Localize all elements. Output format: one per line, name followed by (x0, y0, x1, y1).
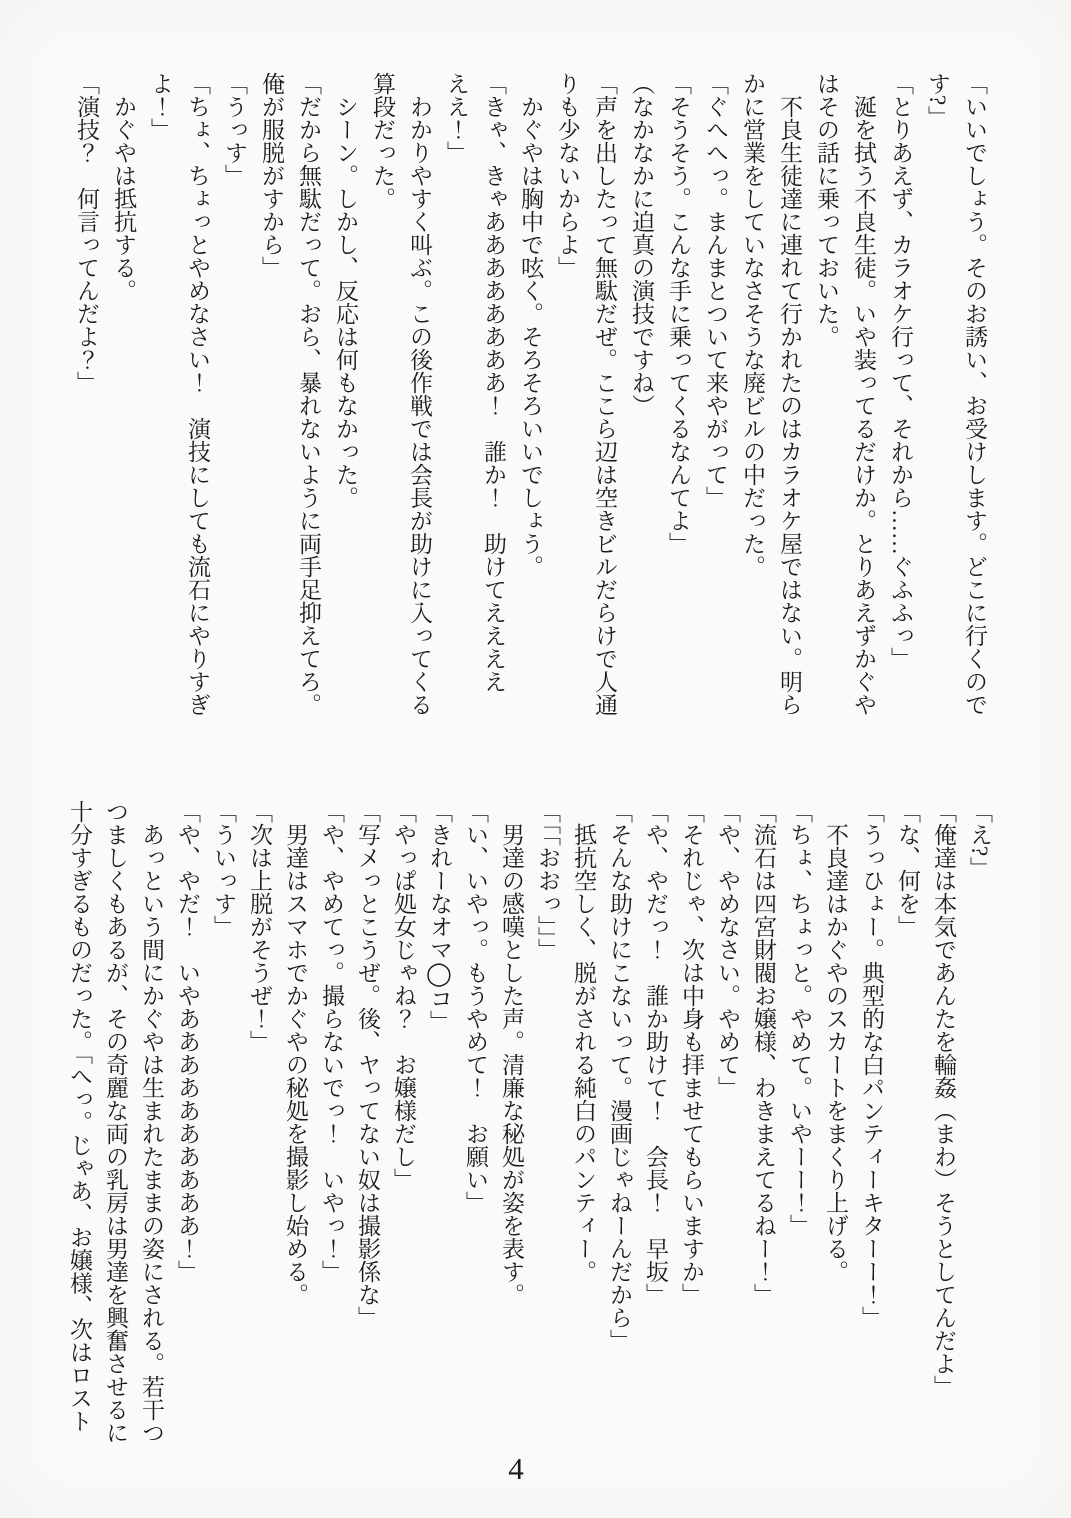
text-line: 「「「おおっ」」」 (535, 800, 560, 961)
text-line: 算段だった。 (370, 72, 395, 210)
text-line: 「とりあえず、カラオケ行って、それから……ぐふふっ」 (888, 72, 913, 670)
text-line: 「ちょ、ちょっとやめなさい！ 演技にしても流石にやりすぎ (185, 72, 210, 716)
text-line: 「次は上脱がそうぜ！」 (247, 800, 272, 1053)
text-line: 「それじゃ、次は中身も拝ませてもらいますか」 (679, 800, 704, 1306)
text-line: はその話に乗っておいた。 (814, 72, 839, 348)
text-line: 「流石は四宮財閥お嬢様、わきまえてるねー！」 (751, 800, 776, 1306)
text-line: 「写メっとこうぜ。後、ヤってない奴は撮影係な」 (355, 800, 380, 1329)
text-line: わかりやすく叫ぶ。この後作戦では会長が助けに入ってくる (407, 95, 432, 716)
text-line: りも少ないからよ」 (555, 72, 580, 279)
text-line: 不良生徒達に連れて行かれたのはカラオケ屋ではない。明ら (777, 95, 802, 716)
text-line: かぐやは胸中で呟く。そろそろいいでしょう。 (518, 95, 543, 578)
text-line: ええ！」 (444, 72, 469, 164)
text-block-top (68, 72, 993, 740)
text-line: 「俺達は本気であんたを輪姦（まわ）そうとしてんだよ」 (931, 800, 956, 1398)
text-line: 「声を出したって無駄だぜ。ここら辺は空きビルだらけで人通 (592, 72, 617, 716)
text-line: 「やっぱ処女じゃね？ お嬢様だし」 (391, 800, 416, 1191)
text-line: 「だから無駄だって。おら、暴れないように両手足抑えてろ。 (296, 72, 321, 716)
text-line: 「いいでしょう。そのお誘い、お受けします。どこに行くので (962, 72, 987, 716)
text-line: 「うっひょー。典型的な白パンティーキターー！」 (859, 800, 884, 1329)
text-line: 「そんな助けにこないって。漫画じゃねーんだから」 (607, 800, 632, 1352)
text-line: 「や、やだ！ いやああああああああああ！」 (175, 800, 200, 1283)
text-line: 十分すぎるものだった。「へっ。じゃあ、お嬢様、次はロスト (67, 800, 92, 1433)
text-line: 不良達はかぐやのスカートをまくり上げる。 (823, 823, 848, 1283)
text-line: かに営業をしていなさそうな廃ビルの中だった。 (740, 72, 765, 578)
text-line: 俺が服脱がすから」 (259, 72, 284, 279)
text-line: 「うっす」 (222, 72, 247, 187)
text-line: 「ういっす」 (211, 800, 236, 938)
text-line: 「きれーなオマ◯コ」 (427, 800, 452, 1033)
text-line: 「ぐへへっ。まんまとついて来やがって」 (703, 72, 728, 509)
text-line: 男達はスマホでかぐやの秘処を撮影し始める。 (283, 823, 308, 1306)
text-line: 「い、いやっ。もうやめて！ お願い」 (463, 800, 488, 1214)
text-line: 「や、やめてっ。撮らないでっ！ いやっ！」 (319, 800, 344, 1283)
text-line: す?」 (925, 72, 950, 129)
text-line: 「な、何を」 (895, 800, 920, 938)
text-line: 「や、やめなさい。やめて」 (715, 800, 740, 1099)
text-block-bottom (61, 800, 997, 1468)
text-line: 「ちょ、ちょっと。やめて。いやーー！」 (787, 800, 812, 1237)
text-line: （なかなかに迫真の演技ですね） (629, 72, 654, 417)
text-line: よ！」 (148, 72, 173, 141)
text-line: かぐやは抵抗する。 (111, 95, 136, 302)
text-line: 涎を拭う不良生徒。いや装ってるだけか。とりあえずかぐや (851, 95, 876, 716)
text-line: 「きゃ、きゃああああああああ！ 誰か！ 助けてええええ (481, 72, 506, 693)
page-number: 4 (508, 1451, 524, 1486)
text-line: 抵抗空しく、脱がされる純白のパンティー。 (571, 823, 596, 1283)
text-line: 「そうそう。こんな手に乗ってくるなんてよ」 (666, 72, 691, 555)
text-line: 「や、やだっ！ 誰か助けて！ 会長！ 早坂」 (643, 800, 668, 1306)
text-line: 「演技？ 何言ってんだよ？」 (74, 72, 99, 394)
text-line: シーン。しかし、反応は何もなかった。 (333, 95, 358, 509)
text-line: つましくもあるが、その奇麗な両の乳房は男達を興奮させるに (103, 800, 128, 1444)
text-line: 男達の感嘆とした声。清廉な秘処が姿を表す。 (499, 823, 524, 1306)
text-line: 「え?」 (967, 800, 992, 880)
text-line: あっという間にかぐやは生まれたままの姿にされる。若干つ (139, 823, 164, 1444)
